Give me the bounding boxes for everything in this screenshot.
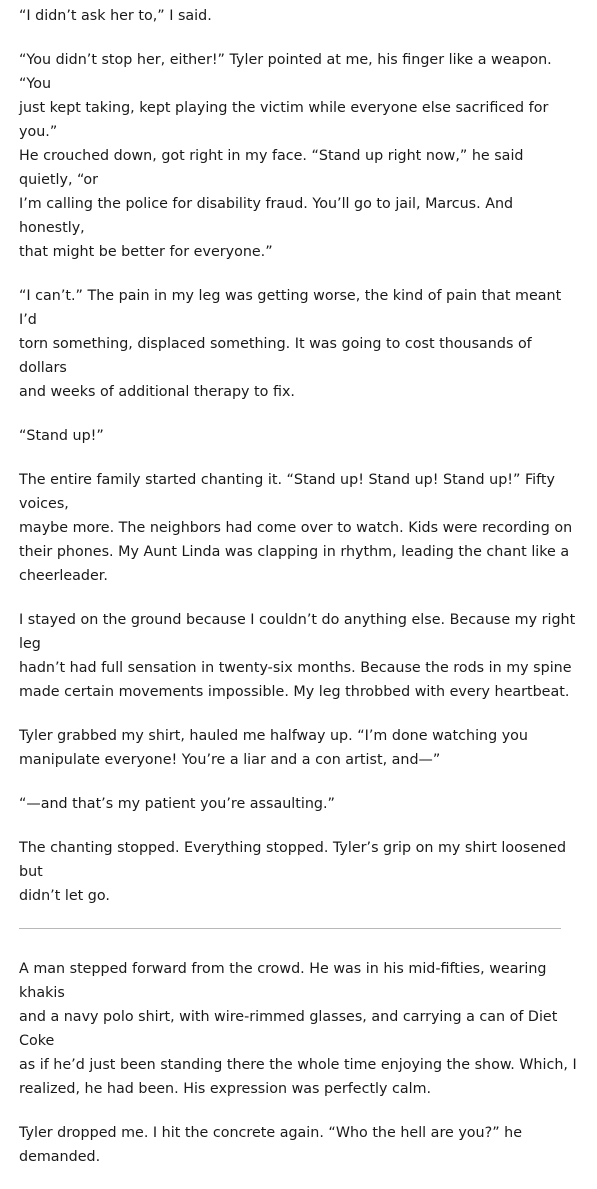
- story-text: [19, 4, 579, 1189]
- paragraph: “I didn’t ask her to,” I said.: [19, 8, 212, 24]
- paragraph: “—and that’s my patient you’re assaulting.”: [19, 796, 335, 812]
- paragraph: “I can’t.” The pain in my leg was getting worse, the kind of pain that meant I’d torn something, displaced something. It was going to cost thousands of dollars and weeks of additional therapy to fix.: [19, 288, 562, 400]
- paragraph: “Stand up!”: [19, 428, 104, 444]
- paragraph: I stayed on the ground because I couldn’t do anything else. Because my right leg hadn’t had full sensation in twenty-six months. Because the rods in my spine made certain movements impossible. My leg throbbed with every heartbeat.: [19, 612, 576, 700]
- paragraph: The entire family started chanting it. “Stand up! Stand up! Stand up!” Fifty voices, maybe more. The neighbors had come over to watch. Kids were recording on their phones. My Aunt Linda was clapping in rhythm, leading the chant like a cheerleader.: [19, 472, 573, 584]
- paragraph: A man stepped forward from the crowd. He was in his mid-fifties, wearing khakis and a navy polo shirt, with wire-rimmed glasses, and carrying a can of Diet Coke as if he’d just been standing there the whole time enjoying the show. Which, I realized, he had been. His expression was perfectly calm.: [19, 961, 577, 1097]
- paragraph: Tyler grabbed my shirt, hauled me halfway up. “I’m done watching you manipulate everyone! You’re a liar and a con artist, and—”: [19, 728, 528, 768]
- paragraph: The chanting stopped. Everything stopped. Tyler’s grip on my shirt loosened but didn’t let go.: [19, 840, 567, 904]
- paragraph: Tyler dropped me. I hit the concrete again. “Who the hell are you?” he demanded.: [19, 1125, 523, 1165]
- paragraph: “You didn’t stop her, either!” Tyler pointed at me, his finger like a weapon. “You just kept taking, kept playing the victim while everyone else sacrificed for you.” He crouched down, got right in my face. “Stand up right now,” he said quietly, “or I’m calling the police for disability fraud. You’ll go to jail, Marcus. And honestly, that might be better for everyone.”: [19, 52, 552, 260]
- section-divider: [19, 928, 561, 929]
